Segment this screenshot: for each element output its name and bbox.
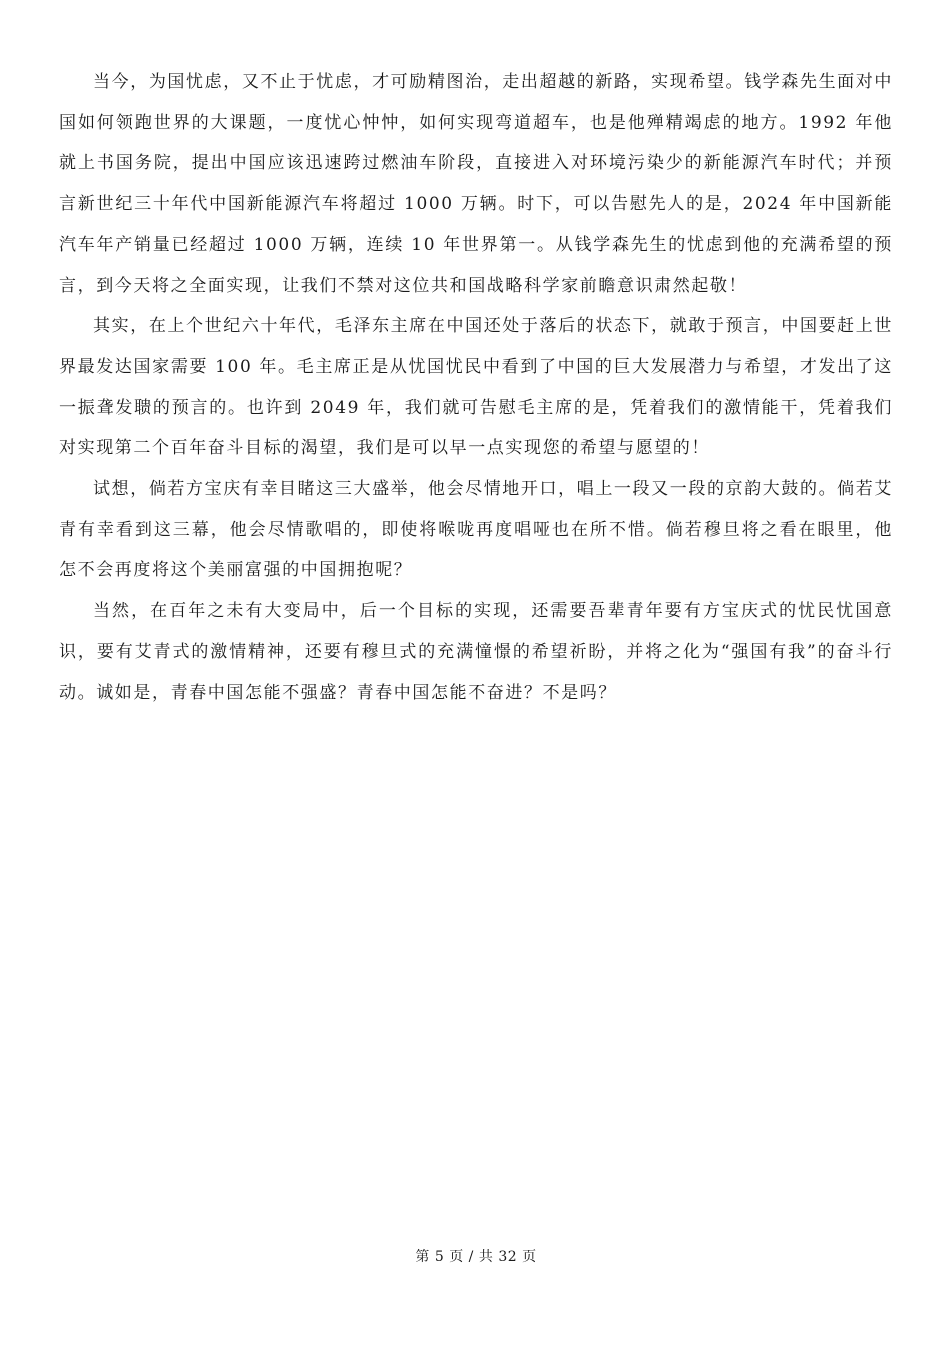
footer-mid: 页 / 共 [449, 1249, 494, 1265]
footer-suffix: 页 [522, 1249, 537, 1265]
total-pages-number: 32 [498, 1249, 518, 1265]
paragraph-1: 当今，为国忧虑，又不止于忧虑，才可励精图治，走出超越的新路，实现希望。钱学森先生面对中国如何领跑世界的大课题，一度忧心忡忡，如何实现弯道超车，也是他殚精竭虑的地方。1992 年他就上书国务院，提出中国应该迅速跨过燃油车阶段，直接进入对环境污染少的新能源汽车时代；并预言新世纪三十年代中国新能源汽车将超过 1000 万辆。时下，可以告慰先人的是，2024 年中国新能汽车年产销量已经超过 1000 万辆，连续 10 年世界第一。从钱学森先生的忧虑到他的充满希望的预言，到今天将之全面实现，让我们不禁对这位共和国战略科学家前瞻意识肃然起敬！ [59, 72, 893, 296]
paragraph-3: 试想，倘若方宝庆有幸目睹这三大盛举，他会尽情地开口，唱上一段又一段的京韵大鼓的。倘若艾青有幸看到这三幕，他会尽情歌唱的，即使将喉咙再度唱哑也在所不惜。倘若穆旦将之看在眼里，他怎不会再度将这个美丽富强的中国拥抱呢？ [59, 479, 893, 581]
current-page-number: 5 [434, 1249, 445, 1265]
page-footer [0, 1246, 952, 1266]
paragraph-4: 当然，在百年之未有大变局中，后一个目标的实现，还需要吾辈青年要有方宝庆式的忧民忧国意识，要有艾青式的激情精神，还要有穆旦式的充满憧憬的希望祈盼，并将之化为“强国有我”的奋斗行动。诚如是，青春中国怎能不强盛？青春中国怎能不奋进？不是吗？ [59, 601, 893, 703]
footer-prefix: 第 [415, 1249, 430, 1265]
paragraph-2: 其实，在上个世纪六十年代，毛泽东主席在中国还处于落后的状态下，就敢于预言，中国要赶上世界最发达国家需要 100 年。毛主席正是从忧国忧民中看到了中国的巨大发展潜力与希望，才发出了这一振聋发聩的预言的。也许到 2049 年，我们就可告慰毛主席的是，凭着我们的激情能干，凭着我们对实现第二个百年奋斗目标的渴望，我们是可以早一点实现您的希望与愿望的！ [59, 316, 893, 459]
document-body [59, 62, 893, 713]
